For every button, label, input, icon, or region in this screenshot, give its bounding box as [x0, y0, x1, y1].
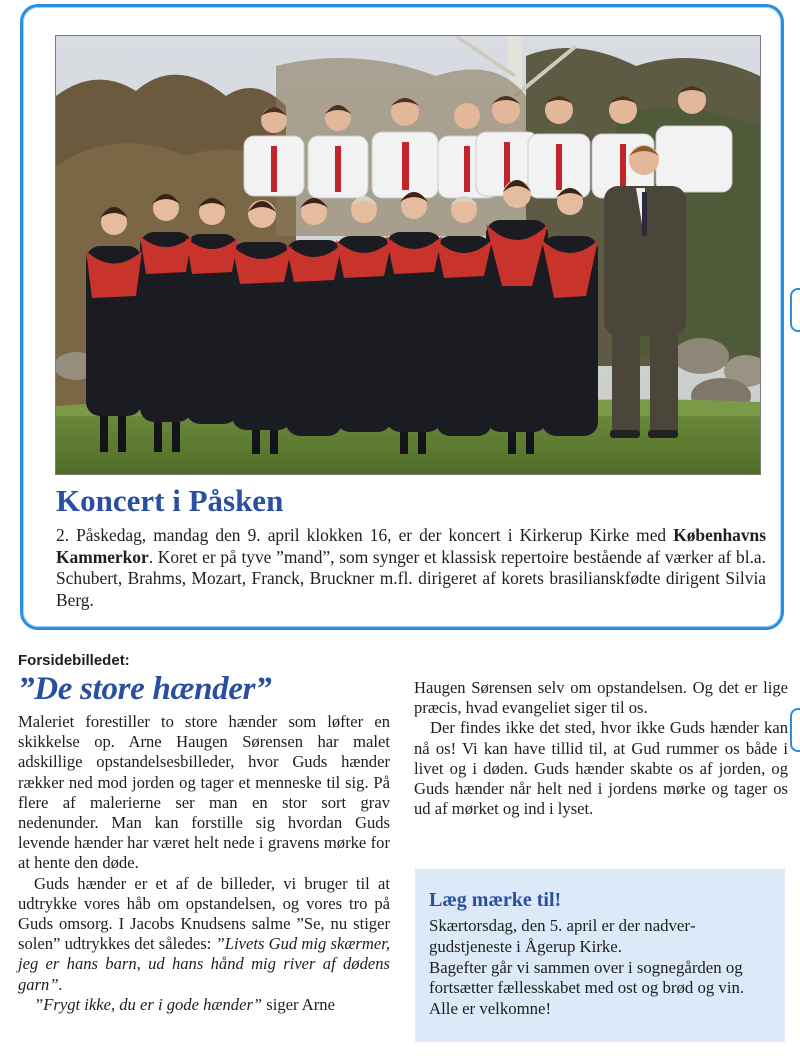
cover-paragraph-2 — [18, 874, 390, 995]
cover-paragraph-3-start: ”Frygt ikke, du er i gode hænder” siger Arne — [34, 994, 335, 1014]
cover-title: ”De store hænder” — [18, 671, 272, 707]
notice-line-1: Skærtorsdag, den 5. april er der nadvergudstjeneste i Ågerup Kirke. — [429, 916, 696, 956]
page-edge-tab — [790, 708, 800, 752]
cover-paragraph-1: Maleriet forestiller to store hænder som løfter en skikkelse op. Arne Haugen Sørensen har malet adskillige opstandelsesbilleder, hvor Guds hænder rækker ned mod jorden og tager et menneske til sig. På flere af malerierne ser man en stor sort grav nedenunder. Man kan forstille sig hvordan Guds levende hænder har været helt nede i gravens mørke for at hente den døde. — [18, 712, 390, 873]
concert-text-part: . Koret er på tyve ”mand”, som synger et klassisk repertoire bestående af værker af bl.a. Schubert, Brahms, Mozart, Franck, Bruckner m.fl. dirigeret af korets brasilianskfødte dirigent Silvia Berg. — [56, 546, 766, 610]
notice-line-2: Bagefter går vi sammen over i sognegården og fortsætter fællesskabet med ost og brød og vin. Alle er velkomne! — [429, 957, 745, 1019]
notice-box — [415, 869, 785, 1042]
choir-name: Københavns Kammerkor — [56, 525, 766, 567]
cover-article-continued — [414, 678, 788, 819]
paragraph-text: Guds hænder er et af de billeder, vi bruger til at udtrykke vores håb om opstandelsen, og vores tro på Guds omsorg. I Jacobs Knudsens salme ”Se, nu stiger solen” udtrykkes det således: — [18, 873, 390, 954]
hymn-quote: ”Livets Gud mig skærmer, jeg er hans barn, ud hans hånd mig river af dødens garn”. — [18, 934, 390, 994]
concert-title: Koncert i Påsken — [56, 483, 284, 518]
painter-quote: ”Frygt ikke, du er i gode hænder” — [34, 994, 263, 1014]
concert-box — [20, 4, 784, 630]
choir-photo — [55, 35, 761, 475]
concert-text-part: 2. Påskedag, mandag den 9. april klokken 16, er der koncert i Kirkerup Kirke med — [56, 525, 674, 545]
cover-paragraph-4: Der findes ikke det sted, hvor ikke Guds hænder kan nå os! Vi kan have tillid til, at Gud rummer os både i livet og i døden. Guds hænder skabte os af jorden, og Guds hænder når helt ned i jordens mørke og tager os ud af mørket og ind i lyset. — [414, 718, 788, 819]
cover-paragraph-3-end: Haugen Sørensen selv om opstandelsen. Og det er lige præcis, hvad evangeliet siger til os. — [414, 678, 788, 718]
notice-title: Læg mærke til! — [429, 889, 562, 911]
page-edge-tab — [790, 288, 800, 332]
cover-article — [18, 652, 390, 1015]
concert-description — [56, 525, 766, 611]
cover-eyebrow: Forsidebilledet: — [18, 652, 130, 669]
